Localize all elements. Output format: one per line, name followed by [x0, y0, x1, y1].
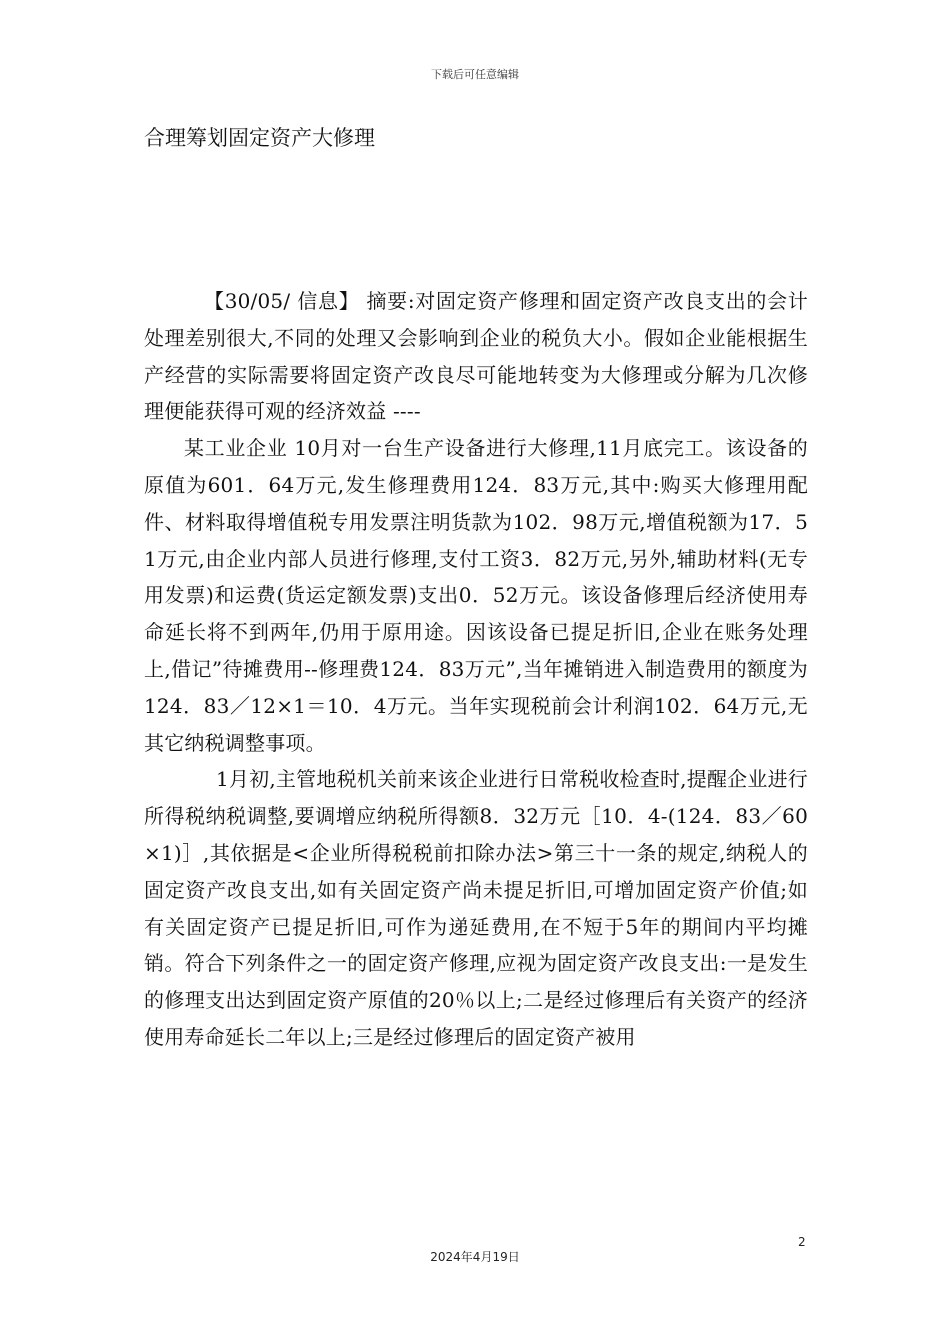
footer-date: 2024年4月19日 [430, 1250, 520, 1264]
paragraph-abstract: 【30/05/ 信息】 摘要:对固定资产修理和固定资产改良支出的会计处理差别很大,不同的处理又会影响到企业的税负大小。假如企业能根据生产经营的实际需要将固定资产改良尽可能地转变为大修理或分解为几次修理便能获得可观的经济效益 ---- [144, 289, 808, 424]
page-number: 2 [798, 1235, 806, 1249]
document-body [144, 283, 808, 1056]
header-note: 下载后可任意编辑 [431, 68, 519, 81]
paragraph-tax-review: 1月初,主管地税机关前来该企业进行日常税收检查时,提醒企业进行所得税纳税调整,要调增应纳税所得额8．32万元［10．4-(124．83／60×1)］,其依据是<企业所得税税前扣除办法>第三十一条的规定,纳税人的固定资产改良支出,如有关固定资产尚未提足折旧,可增加固定资产价值;如有关固定资产已提足折旧,可作为递延费用,在不短于5年的期间内平均摊销。符合下列条件之一的固定资产修理,应视为固定资产改良支出:一是发生的修理支出达到固定资产原值的20％以上;二是经过修理后有关资产的经济使用寿命延长二年以上;三是经过修理后的固定资产被用 [144, 767, 808, 1049]
document-title: 合理筹划固定资产大修理 [144, 126, 375, 150]
paragraph-case: 某工业企业 10月对一台生产设备进行大修理,11月底完工。该设备的原值为601．64万元,发生修理费用124．83万元,其中:购买大修理用配件、材料取得增值税专用发票注明货款为102．98万元,增值税额为17．51万元,由企业内部人员进行修理,支付工资3．82万元,另外,辅助材料(无专用发票)和运费(货运定额发票)支出0．52万元。该设备修理后经济使用寿命延长将不到两年,仍用于原用途。因该设备已提足折旧,企业在账务处理上,借记”待摊费用--修理费124．83万元”,当年摊销进入制造费用的额度为124．83／12×1＝10．4万元。当年实现税前会计利润102．64万元,无其它纳税调整事项。 [144, 436, 808, 755]
